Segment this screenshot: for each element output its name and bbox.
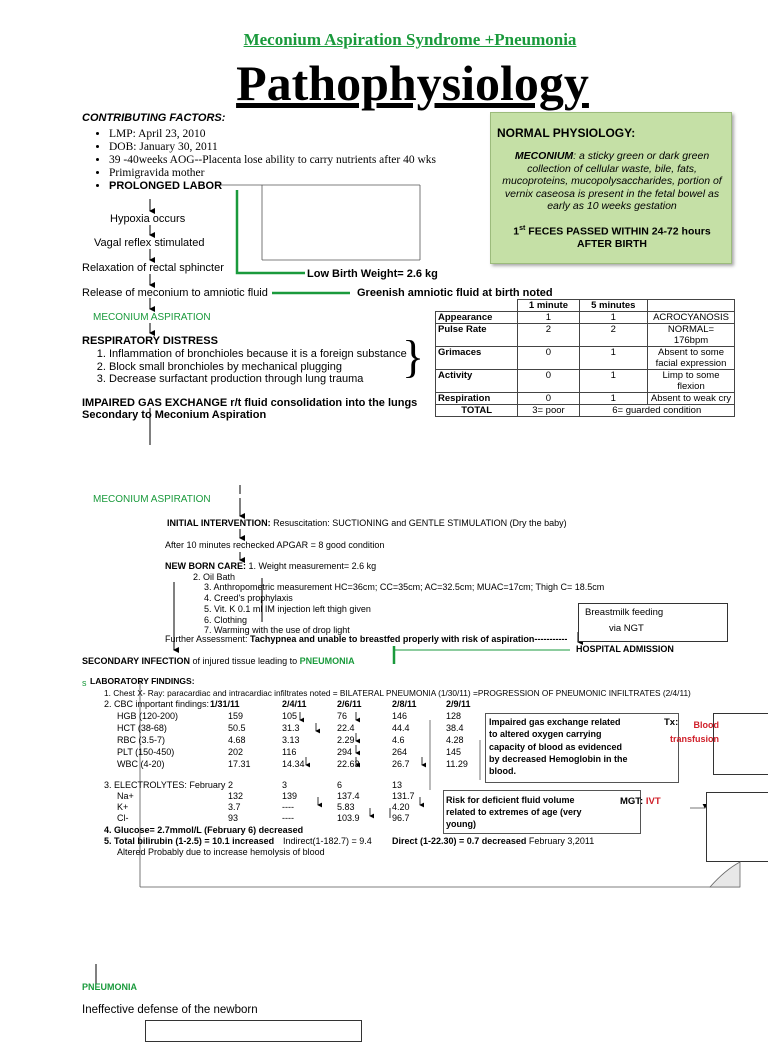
care-item: 7. Warming with the use of drop light: [204, 625, 350, 635]
cbc-value: 17.31: [228, 759, 251, 769]
electro-value: 96.7: [392, 813, 410, 823]
cbc-value: 44.4: [392, 723, 410, 733]
care-item: 2. Oil Bath: [193, 572, 236, 582]
electro-value: 5.83: [337, 802, 355, 812]
cbc-value: 26.7: [392, 759, 410, 769]
secondary-label: SECONDARY INFECTION: [82, 656, 191, 666]
table-header: [648, 300, 735, 312]
cbc-value: 50.5: [228, 723, 246, 733]
electro-value: 103.9: [337, 813, 360, 823]
bili-direct: [392, 836, 594, 847]
cbc-value: 105: [282, 711, 298, 721]
table-cell: Pulse Rate: [436, 324, 518, 347]
table-cell: Respiration: [436, 393, 518, 405]
feces-sup: st: [519, 225, 526, 232]
lab-bullet: s: [82, 678, 87, 688]
electro-value: 93: [228, 813, 239, 823]
total-5min: 6= guarded condition: [579, 405, 734, 417]
electro-value: 132: [228, 791, 244, 801]
secondary-infection: [82, 656, 355, 666]
flow-release: Release of meconium to amniotic fluid: [82, 287, 268, 299]
impaired-gas-box: [485, 713, 679, 783]
cbc-value: 22.4: [337, 723, 355, 733]
ineffective-defense: Ineffective defense of the newborn: [82, 1004, 258, 1016]
flow-impaired-gas: IMPAIRED GAS EXCHANGE r/t fluid consolidation into the lungs: [82, 397, 418, 409]
after-10-minutes: After 10 minutes rechecked APGAR = 8 good condition: [165, 540, 385, 550]
table-cell: NORMAL= 176bpm: [648, 324, 735, 347]
lab-bilirubin: [104, 836, 274, 847]
table-row: [436, 347, 735, 370]
table-cell: 1: [579, 393, 647, 405]
bili-date: February 3,2011: [526, 836, 595, 846]
cbc-value: 3.13: [282, 735, 300, 745]
table-cell: 0: [518, 393, 579, 405]
mgt-text: IVT: [645, 796, 661, 807]
secondary-text: of injured tissue leading to: [190, 656, 300, 666]
bili-label: 5. Total bilirubin (1-2.5) = 10.1 increased: [104, 836, 275, 846]
breastmilk-line-2: via NGT: [609, 623, 644, 634]
mgt-label: [620, 796, 661, 807]
table-header: [436, 300, 518, 312]
lab-date: 1/31/11: [210, 699, 240, 709]
cbc-value: 128: [446, 711, 462, 721]
table-row: [436, 370, 735, 393]
cbc-name: RBC (3.5-7): [117, 735, 166, 745]
list-item: • LMP: April 23, 2010: [109, 128, 436, 141]
cbc-value: 116: [282, 747, 297, 757]
table-cell: Appearance: [436, 312, 518, 324]
meconium-text: : a sticky green or dark green collection of cellular waste, bile, fats, mucoproteins, mucopolysaccharides, portion of vernix caseosa is present in the fetal bowel as early as 10 weeks gestation: [502, 150, 722, 212]
table-row: [436, 312, 735, 324]
table-cell: Grimaces: [436, 347, 518, 370]
electro-label: 3. ELECTROLYTES: February: [104, 780, 226, 790]
lab-date: 2/9/11: [446, 699, 471, 709]
electro-name: Cl-: [117, 813, 129, 823]
brace-icon: }: [402, 331, 425, 382]
cbc-value: 146: [392, 711, 408, 721]
table-cell: 1: [579, 312, 647, 324]
feces-text: FECES PASSED WITHIN 24-72 hours AFTER BIRTH: [525, 225, 711, 250]
flow-greenish: Greenish amniotic fluid at birth noted: [357, 287, 553, 299]
further-text: Tachypnea and unable to breastfed properly with risk of aspiration-----------: [250, 634, 568, 644]
table-cell: 0: [518, 347, 579, 370]
cbc-value: 22.63: [337, 759, 360, 769]
bili-direct-value: Direct (1-22.30) = 0.7 decreased: [392, 836, 527, 846]
table-cell: 0: [518, 370, 579, 393]
normal-heading: NORMAL PHYSIOLOGY:: [497, 126, 636, 140]
mgt-label-text: MGT:: [620, 796, 644, 807]
feces-note: [501, 223, 723, 251]
table-cell: 2: [579, 324, 647, 347]
lab-glucose: 4. Glucose= 2.7mmol/L (February 6) decreased: [104, 825, 304, 835]
table-cell: Limp to some flexion: [648, 370, 735, 393]
breastmilk-line-1: Breastmilk feeding: [585, 607, 664, 618]
total-1min: 3= poor: [518, 405, 579, 417]
table-cell: ACROCYANOSIS: [648, 312, 735, 324]
list-item: 2. Block small bronchioles by mechanical plugging: [109, 361, 407, 374]
table-cell: 1: [579, 347, 647, 370]
normal-physiology-note: [490, 112, 732, 264]
newborn-label: NEW BORN CARE:: [165, 561, 246, 571]
electro-value: ----: [282, 813, 294, 823]
breastmilk-box: [578, 603, 728, 642]
cbc-value: 145: [446, 747, 462, 757]
care-item: 5. Vit. K 0.1 ml IM injection left thigh given: [204, 604, 371, 614]
flow-impaired-gas-secondary: Secondary to Meconium Aspiration: [82, 409, 267, 421]
table-row: [436, 405, 735, 417]
cbc-value: 4.68: [228, 735, 246, 745]
cbc-value: 31.3: [282, 723, 300, 733]
list-item: 1. Inflammation of bronchioles because it is a foreign substance: [109, 348, 407, 361]
flow-resp-distress: RESPIRATORY DISTRESS: [82, 335, 218, 347]
list-item: 3. Decrease surfactant production through lung trauma: [109, 373, 407, 386]
newborn-text: 1. Weight measurement= 2.6 kg: [246, 561, 377, 571]
electro-value: 131.7: [392, 791, 415, 801]
initial-intervention: [167, 518, 567, 528]
table-cell: Absent to some facial expression: [648, 347, 735, 370]
cbc-value: 11.29: [446, 759, 468, 769]
flow-low-birth-weight: Low Birth Weight= 2.6 kg: [307, 268, 438, 280]
tx-text: Blood transfusion: [669, 720, 719, 744]
lab-heading: LABORATORY FINDINGS:: [90, 676, 195, 686]
lab-date: 2/4/11: [282, 699, 307, 709]
bili-note: Altered Probably due to increase hemolysis of blood: [117, 847, 325, 857]
cbc-value: 294: [337, 747, 353, 757]
risk-fluid-box: [443, 790, 644, 834]
resp-distress-list: [82, 348, 407, 386]
electro-day: 6: [337, 780, 343, 790]
total-label: TOTAL: [436, 405, 518, 417]
tx-label-text: Tx:: [664, 717, 679, 728]
electro-day: 2: [228, 780, 234, 790]
further-assessment: [165, 634, 567, 644]
table-cell: 1: [518, 312, 579, 324]
cbc-value: 202: [228, 747, 244, 757]
cbc-value: 14.34: [282, 759, 305, 769]
electro-value: 4.20: [392, 802, 410, 812]
further-label: Further Assessment:: [165, 634, 251, 644]
cbc-value: 264: [392, 747, 408, 757]
page-subtitle: Meconium Aspiration Syndrome +Pneumonia: [243, 30, 577, 49]
cbc-name: HCT (38-68): [117, 723, 167, 733]
initial-text: Resuscitation: SUCTIONING and GENTLE STIMULATION (Dry the baby): [270, 518, 567, 528]
meconium-definition: [501, 150, 723, 213]
table-row: [436, 393, 735, 405]
cbc-value: 4.28: [446, 735, 464, 745]
flow-relaxation: Relaxation of rectal sphincter: [82, 262, 224, 274]
contributing-heading: CONTRIBUTING FACTORS:: [82, 112, 226, 124]
flow-meconium-aspiration-2: MECONIUM ASPIRATION: [93, 494, 211, 505]
initial-label: INITIAL INTERVENTION:: [167, 518, 271, 528]
list-item: • Primigravida mother: [109, 167, 436, 180]
cbc-value: 4.6: [392, 735, 405, 745]
table-header: 5 minutes: [579, 300, 647, 312]
electro-value: 3.7: [228, 802, 241, 812]
cbc-value: 76: [337, 711, 348, 721]
lab-date: 2/6/11: [337, 699, 362, 709]
table-cell: Absent to weak cry: [648, 393, 735, 405]
table-row: [436, 300, 735, 312]
meconium-label: MECONIUM: [514, 150, 574, 162]
table-row: [436, 324, 735, 347]
cbc-name: HGB (120-200): [117, 711, 179, 721]
page-title: Pathophysiology: [236, 55, 589, 111]
secondary-pneumonia: PNEUMONIA: [299, 656, 355, 666]
feces-number: 1: [513, 225, 520, 238]
table-header: 1 minute: [518, 300, 579, 312]
flow-hypoxia: Hypoxia occurs: [110, 213, 186, 225]
care-item: 4. Creed's prophylaxis: [204, 593, 293, 603]
table-cell: Activity: [436, 370, 518, 393]
bottom-box: [145, 1020, 362, 1042]
list-item: • DOB: January 30, 2011: [109, 141, 436, 154]
bili-indirect: Indirect(1-182.7) = 9.4: [283, 836, 372, 846]
cbc-value: 159: [228, 711, 244, 721]
electro-name: K+: [117, 802, 129, 812]
cbc-value: 2.29: [337, 735, 355, 745]
list-item: • PROLONGED LABOR: [109, 180, 436, 193]
apgar-table: [435, 299, 735, 417]
electro-value: 137.4: [337, 791, 360, 801]
table-cell: 2: [518, 324, 579, 347]
electro-value: ----: [282, 802, 294, 812]
lab-chest-xray: 1. Chest X- Ray: paracardiac and intracardiac infiltrates noted = BILATERAL PNEUMONIA (1/30/11) =PROGRESSION OF PNEUMONIC INFILTRATES (2/4/11): [104, 688, 691, 698]
flow-vagal: Vagal reflex stimulated: [94, 237, 205, 249]
electro-name: Na+: [117, 791, 134, 801]
ivt-box: [706, 792, 768, 862]
cbc-name: PLT (150-450): [117, 747, 175, 757]
care-item: 6. Clothing: [204, 615, 248, 625]
electro-value: 139: [282, 791, 298, 801]
list-item: • 39 -40weeks AOG--Placenta lose ability to carry nutrients after 40 wks: [109, 154, 436, 167]
hospital-admission: HOSPITAL ADMISSION: [576, 644, 674, 654]
cbc-name: WBC (4-20): [117, 759, 165, 769]
lab-cbc-label: 2. CBC important findings:: [104, 699, 210, 709]
electro-day: 13: [392, 780, 403, 790]
flow-meconium-aspiration: MECONIUM ASPIRATION: [93, 312, 211, 323]
newborn-care: [165, 561, 376, 571]
cbc-value: 38.4: [446, 723, 464, 733]
lab-date: 2/8/11: [392, 699, 417, 709]
electro-day: 3: [282, 780, 288, 790]
risk-fluid-text: Risk for deficient fluid volume related to extremes of age (very young): [446, 795, 582, 829]
impaired-gas-text: Impaired gas exchange related to altered oxygen carrying capacity of blood as evidenced by decreased Hemoglobin in the blood.: [489, 717, 628, 777]
contributing-list: [89, 128, 436, 193]
table-cell: 1: [579, 370, 647, 393]
pneumonia-bottom: PNEUMONIA: [82, 982, 138, 992]
care-item: 3. Anthropometric measurement HC=36cm; CC=35cm; AC=32.5cm; MUAC=17cm; Thigh C= 18.5cm: [204, 582, 605, 592]
